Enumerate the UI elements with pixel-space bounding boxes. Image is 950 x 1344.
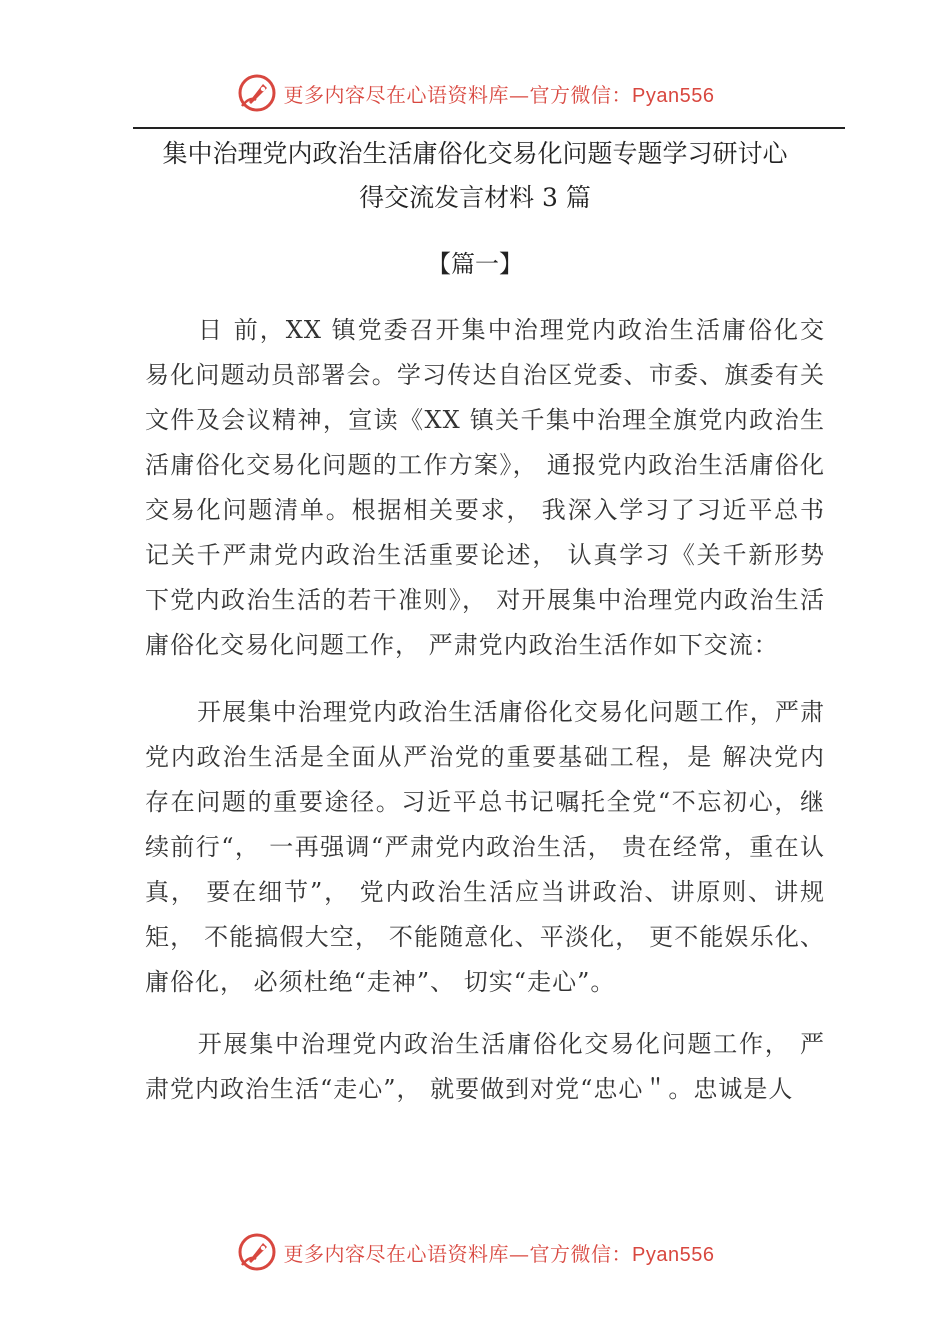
- paragraph-2-text: 开展集中治理党内政治生活庸俗化交易化问题工作，严肃党内政治生活是全面从严治党的重要基础工程，是 解决党内存在问题的重要途径。习近平总书记嘱托全党“不忘初心，继续前行“， 一再强调“严肃党内政治生活， 贵在经常，重在认真， 要在细节”， 党内政治生活应当讲政治、讲原则、讲规矩， 不能搞假大空， 不能随意化、平淡化， 更不能娱乐化、庸俗化， 必须杜绝“走神”、 切实“走心”。: [145, 698, 825, 996]
- paragraph-1-text: 日 前，XX 镇党委召开集中治理党内政治生活庸俗化交易化问题动员部署会。学习传达自治区党委、市委、旗委有关文件及会议精神，宣读《XX 镇关千集中治理全旗党内政治生活庸俗化交易化问题的工作方案》， 通报党内政治生活庸俗化交易化问题清单。根据相关要求， 我深入学习了习近平总书记关千严肃党内政治生活重要论述， 认真学习《关千新形势下党内政治生活的若干准则》， 对开展集中治理党内政治生活庸俗化交易化问题工作， 严肃党内政治生活作如下交流：: [145, 316, 825, 659]
- footer-banner-separator: —: [509, 1241, 530, 1266]
- banner-separator: —: [509, 82, 530, 107]
- banner-main-text: 更多内容尽在心语资料库: [283, 82, 510, 107]
- paragraph-1: [145, 308, 825, 668]
- banner-text: [284, 79, 715, 108]
- footer-banner-main-text: 更多内容尽在心语资料库: [283, 1241, 510, 1266]
- footer-banner-wechat-id: Pyan556: [632, 1243, 715, 1266]
- pen-nib-circle-icon: [236, 72, 278, 114]
- pen-nib-circle-icon: [236, 1231, 278, 1273]
- paragraph-3-text: 开展集中治理党内政治生活庸俗化交易化问题工作， 严肃党内政治生活“走心”， 就要做到对党“忠心＂。忠诚是人: [145, 1030, 825, 1103]
- footer-banner: [0, 1227, 950, 1277]
- title-line-2: 得交流发言材料 3 篇: [359, 183, 591, 212]
- document-title: [100, 132, 850, 220]
- footer-banner-text: [284, 1238, 715, 1267]
- header-banner: [0, 68, 950, 118]
- title-line-1: 集中治理党内政治生活庸俗化交易化问题专题学习研讨心: [162, 139, 788, 168]
- header-rule: [133, 127, 845, 129]
- paragraph-3: [145, 1022, 825, 1112]
- paragraph-2: [145, 690, 825, 1005]
- banner-wechat-label: 官方微信：: [529, 82, 633, 107]
- banner-wechat-id: Pyan556: [632, 84, 715, 107]
- section-heading: 【篇一】: [427, 250, 523, 278]
- footer-banner-wechat-label: 官方微信：: [529, 1241, 633, 1266]
